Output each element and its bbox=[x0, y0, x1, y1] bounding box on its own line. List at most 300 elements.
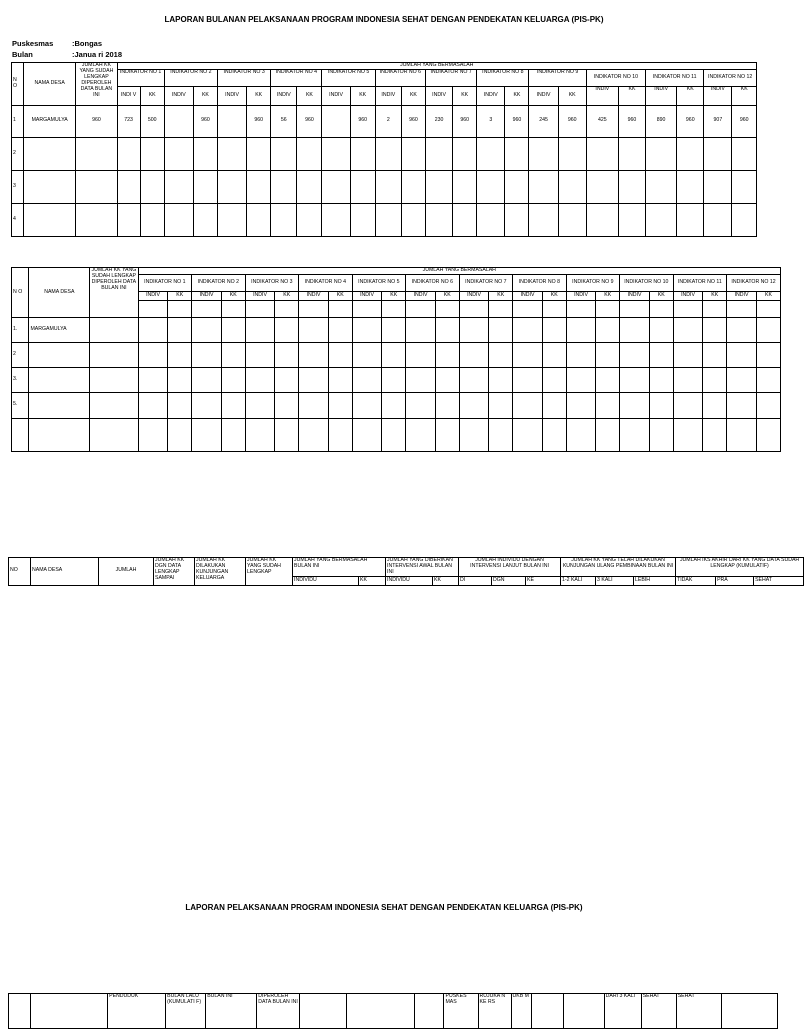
row-value bbox=[435, 418, 459, 451]
header-cell: BULAN LALU (KUMULATI F) bbox=[166, 994, 206, 1029]
indikator-header: INDIKATOR NO 1 bbox=[138, 274, 192, 291]
table-row bbox=[12, 342, 781, 367]
row-value bbox=[217, 203, 246, 236]
table-row bbox=[12, 137, 757, 170]
row-value bbox=[596, 418, 620, 451]
col-bermasalah-header: JUMLAH YANG BERMASALAH BULAN INI bbox=[293, 558, 386, 577]
row-value bbox=[352, 317, 382, 342]
row-value bbox=[529, 203, 558, 236]
row-value bbox=[245, 317, 275, 342]
empty-cell bbox=[756, 300, 780, 317]
row-value bbox=[459, 342, 489, 367]
row-jumlah-kk bbox=[76, 170, 117, 203]
row-value bbox=[352, 367, 382, 392]
indicator-table-2 bbox=[11, 267, 781, 452]
header-cell: BULAN INI bbox=[206, 994, 257, 1029]
row-value bbox=[646, 137, 677, 170]
jumlah-bermasalah-header: JUMLAH YANG BERMASALAH bbox=[138, 268, 780, 275]
row-value bbox=[217, 105, 246, 137]
sub-header: INDIVIDU bbox=[293, 576, 359, 585]
row-value bbox=[168, 392, 192, 418]
row-value bbox=[245, 392, 275, 418]
sub-header: 3 KALI bbox=[596, 576, 634, 585]
empty-cell bbox=[168, 300, 192, 317]
header-cell: DIPEROLEH DATA BULAN INI bbox=[257, 994, 300, 1029]
col-no-header: N O bbox=[12, 63, 24, 106]
row-value bbox=[164, 137, 193, 170]
row-value bbox=[756, 342, 780, 367]
row-value bbox=[245, 418, 275, 451]
indikator-row bbox=[12, 69, 757, 86]
col-kk-data-lengkap-header: JUMLAH KK DGN DATA LENGKAP SAMPAI bbox=[154, 558, 195, 586]
row-desa bbox=[29, 367, 90, 392]
row-value bbox=[401, 203, 425, 236]
row-value: 960 bbox=[401, 105, 425, 137]
sub-indiv-header: INDIV bbox=[164, 86, 193, 105]
table-row bbox=[12, 392, 781, 418]
row-value bbox=[673, 342, 703, 367]
col-kk-sudah-lengkap-header: JUMLAH KK YANG SUDAH LENGKAP bbox=[246, 558, 293, 586]
indikator-header: INDIKATOR NO 8 bbox=[477, 69, 529, 86]
row-value bbox=[221, 342, 245, 367]
col-no-header: N O bbox=[12, 268, 29, 318]
row-value bbox=[703, 392, 727, 418]
row-value bbox=[646, 170, 677, 203]
row-value bbox=[756, 418, 780, 451]
empty-cell bbox=[649, 300, 673, 317]
row-value bbox=[646, 203, 677, 236]
row-value bbox=[489, 367, 513, 392]
row-value bbox=[596, 342, 620, 367]
empty-cell bbox=[596, 300, 620, 317]
sub-kk-header: KK bbox=[756, 291, 780, 300]
row-value bbox=[649, 317, 673, 342]
col-desa-header: NAMA DESA bbox=[31, 558, 99, 586]
row-value bbox=[459, 367, 489, 392]
row-value bbox=[673, 367, 703, 392]
row-desa bbox=[29, 392, 90, 418]
row-value: 960 bbox=[505, 105, 529, 137]
row-value bbox=[382, 367, 406, 392]
row-value: 3 bbox=[477, 105, 505, 137]
row-value bbox=[192, 418, 222, 451]
row-value bbox=[453, 137, 477, 170]
row-no: 1. bbox=[12, 317, 29, 342]
row-value bbox=[459, 392, 489, 418]
col-kunjungan-ulang-header: JUMLAH KK YANG TELAH DILAKUKAN KUNJUNGAN ULANG PEMBINAAN BULAN INI bbox=[561, 558, 676, 577]
row-value bbox=[620, 367, 650, 392]
row-value bbox=[505, 170, 529, 203]
row-value bbox=[513, 392, 543, 418]
row-value bbox=[566, 342, 596, 367]
sub-header: INDIVIDU bbox=[386, 576, 433, 585]
col-kk-kunjungan-header: JUMLAH KK DILAKUKAN KUNJUNGAN KELUARGA bbox=[195, 558, 246, 586]
row-value bbox=[425, 137, 452, 170]
row-value bbox=[193, 137, 217, 170]
header-cell: SEHAT bbox=[676, 994, 721, 1029]
row-value bbox=[513, 342, 543, 367]
row-value bbox=[453, 203, 477, 236]
sub-kk-header: KK bbox=[401, 86, 425, 105]
row-value bbox=[435, 317, 459, 342]
row-value bbox=[117, 170, 140, 203]
row-value bbox=[566, 317, 596, 342]
row-no: 3 bbox=[12, 170, 24, 203]
sub-kk-header: KK bbox=[168, 291, 192, 300]
row-value bbox=[352, 418, 382, 451]
row-value bbox=[247, 203, 271, 236]
indikator-header: INDIKATOR NO 10 bbox=[620, 274, 674, 291]
row-value bbox=[299, 418, 329, 451]
indikator-header: INDIKATOR NO 9 bbox=[529, 69, 586, 86]
header-cell: PENDUDUK bbox=[108, 994, 166, 1029]
row-value bbox=[620, 392, 650, 418]
empty-cell bbox=[382, 300, 406, 317]
sub-kk-header: KK bbox=[221, 291, 245, 300]
monthly-report-table bbox=[11, 62, 757, 237]
row-value bbox=[677, 203, 704, 236]
sub-header: 1-2 KALI bbox=[561, 576, 596, 585]
row-value bbox=[322, 170, 350, 203]
row-value bbox=[138, 367, 168, 392]
empty-cell bbox=[275, 300, 299, 317]
row-value bbox=[704, 137, 732, 170]
bulan-label: Bulan bbox=[12, 50, 33, 59]
third-table-wrapper bbox=[0, 556, 800, 596]
row-value bbox=[566, 392, 596, 418]
family-visit-summary-table bbox=[8, 557, 804, 586]
sub-indiv-header: INDIV bbox=[138, 291, 168, 300]
row-value: 960 bbox=[247, 105, 271, 137]
second-table-wrapper bbox=[0, 266, 776, 448]
sub-header: TIDAK bbox=[676, 576, 716, 585]
row-value bbox=[401, 137, 425, 170]
indikator-header: INDIKATOR NO 12 bbox=[727, 274, 781, 291]
row-value bbox=[352, 392, 382, 418]
row-value bbox=[164, 170, 193, 203]
empty-cell bbox=[192, 300, 222, 317]
row-value bbox=[406, 418, 436, 451]
sub-indiv-header: INDIV bbox=[646, 86, 677, 105]
row-value bbox=[732, 170, 757, 203]
sub-kk-header: KK bbox=[297, 86, 322, 105]
empty-cell bbox=[415, 994, 444, 1029]
row-value bbox=[459, 317, 489, 342]
sub-kk-header: KK bbox=[703, 291, 727, 300]
row-no bbox=[12, 418, 29, 451]
indikator-header: INDIKATOR NO 11 bbox=[646, 69, 704, 86]
empty-cell bbox=[620, 300, 650, 317]
empty-cell bbox=[721, 994, 777, 1029]
row-value bbox=[566, 418, 596, 451]
row-jumlah-kk bbox=[90, 367, 138, 392]
row-value bbox=[406, 317, 436, 342]
sub-header: KK bbox=[433, 576, 459, 585]
row-value bbox=[271, 203, 297, 236]
sub-indiv-header: INDIV bbox=[566, 291, 596, 300]
col-jumlah-kk-header: JUMLAH KK YANG SUDAH LENGKAP DIPEROLEH DATA BULAN INI bbox=[76, 63, 117, 106]
row-value bbox=[649, 367, 673, 392]
row-value: 960 bbox=[193, 105, 217, 137]
row-value bbox=[529, 137, 558, 170]
sub-indiv-header: INDIV bbox=[322, 86, 350, 105]
row-value bbox=[649, 418, 673, 451]
header-cell: UKB M bbox=[511, 994, 531, 1029]
sub-kk-header: KK bbox=[350, 86, 375, 105]
row-value bbox=[727, 392, 757, 418]
row-value bbox=[275, 392, 299, 418]
row-value bbox=[297, 137, 322, 170]
sub-kk-header: KK bbox=[596, 291, 620, 300]
row-no: 3. bbox=[12, 367, 29, 392]
row-value bbox=[618, 203, 645, 236]
empty-cell bbox=[138, 300, 168, 317]
row-jumlah-kk bbox=[90, 342, 138, 367]
header-cell: SEHAT bbox=[641, 994, 676, 1029]
row-value bbox=[704, 170, 732, 203]
sub-indiv-header: INDIV bbox=[586, 86, 618, 105]
sub-indiv-header: INDIV bbox=[513, 291, 543, 300]
sub-kk-header: KK bbox=[435, 291, 459, 300]
sub-kk-header: KK bbox=[558, 86, 586, 105]
row-value bbox=[513, 317, 543, 342]
indikator-header: INDIKATOR NO 6 bbox=[406, 274, 460, 291]
row-desa bbox=[29, 342, 90, 367]
row-value bbox=[727, 418, 757, 451]
row-value bbox=[247, 137, 271, 170]
row-value bbox=[192, 367, 222, 392]
row-value bbox=[529, 170, 558, 203]
row-desa bbox=[24, 137, 76, 170]
row-value: 960 bbox=[558, 105, 586, 137]
row-value bbox=[247, 170, 271, 203]
row-value bbox=[489, 317, 513, 342]
row-desa bbox=[29, 418, 90, 451]
row-value bbox=[673, 392, 703, 418]
row-value bbox=[596, 367, 620, 392]
row-value bbox=[375, 170, 401, 203]
row-value: 960 bbox=[732, 105, 757, 137]
sub-header: PRA bbox=[716, 576, 754, 585]
row-value bbox=[328, 342, 352, 367]
sub-kk-header: KK bbox=[732, 86, 757, 105]
row-value: 960 bbox=[618, 105, 645, 137]
col-no-header: NO bbox=[9, 558, 31, 586]
sub-kk-header: KK bbox=[140, 86, 164, 105]
row-jumlah-kk bbox=[76, 203, 117, 236]
row-value bbox=[704, 203, 732, 236]
empty-cell bbox=[566, 300, 596, 317]
row-value bbox=[477, 137, 505, 170]
indikator-header: INDIKATOR NO 5 bbox=[322, 69, 375, 86]
row-value bbox=[192, 317, 222, 342]
table-row bbox=[12, 203, 757, 236]
sub-header: DI bbox=[459, 576, 492, 585]
sub-indiv-header: INDIV bbox=[406, 291, 436, 300]
row-value bbox=[558, 170, 586, 203]
empty-cell bbox=[245, 300, 275, 317]
col-intervensi-header: JUMLAH YANG DIBERIKAN INTERVENSI AWAL BULAN INI bbox=[386, 558, 459, 577]
row-value bbox=[477, 203, 505, 236]
sub-indiv-header: INDIV bbox=[217, 86, 246, 105]
row-value bbox=[193, 203, 217, 236]
row-value bbox=[192, 342, 222, 367]
row-value bbox=[275, 342, 299, 367]
indikator-header: INDIKATOR NO 12 bbox=[704, 69, 757, 86]
row-value bbox=[168, 418, 192, 451]
row-value bbox=[435, 392, 459, 418]
row-no: 2 bbox=[12, 342, 29, 367]
sub-indiv-header: INDIV bbox=[620, 291, 650, 300]
empty-cell bbox=[435, 300, 459, 317]
sub-header: KE bbox=[526, 576, 561, 585]
row-value bbox=[138, 317, 168, 342]
sub-header: DGN bbox=[492, 576, 526, 585]
empty-cell bbox=[221, 300, 245, 317]
sub-indiv-header: INDIV bbox=[192, 291, 222, 300]
row-value: 890 bbox=[646, 105, 677, 137]
empty-cell bbox=[328, 300, 352, 317]
row-value bbox=[542, 342, 566, 367]
row-value bbox=[558, 137, 586, 170]
row-value bbox=[382, 317, 406, 342]
empty-cell bbox=[513, 300, 543, 317]
row-value bbox=[677, 170, 704, 203]
row-value bbox=[620, 342, 650, 367]
row-value bbox=[618, 170, 645, 203]
indikator-header: INDIKATOR NO 7 bbox=[459, 274, 513, 291]
row-value bbox=[168, 317, 192, 342]
row-value: 500 bbox=[140, 105, 164, 137]
row-value bbox=[542, 392, 566, 418]
indikator-header: INDIKATOR NO 6 bbox=[375, 69, 425, 86]
row-value bbox=[275, 367, 299, 392]
row-value bbox=[217, 137, 246, 170]
row-value bbox=[299, 342, 329, 367]
row-value bbox=[505, 137, 529, 170]
table-row bbox=[12, 170, 757, 203]
row-value bbox=[558, 203, 586, 236]
sub-indiv-header: INDIV bbox=[704, 86, 732, 105]
sub-kk-header: KK bbox=[193, 86, 217, 105]
header-cell: RUJUKA N KE RS bbox=[478, 994, 511, 1029]
row-jumlah-kk: 960 bbox=[76, 105, 117, 137]
row-value bbox=[618, 137, 645, 170]
row-value bbox=[221, 367, 245, 392]
sub-kk-header: KK bbox=[542, 291, 566, 300]
row-value bbox=[192, 392, 222, 418]
sub-header: SEHAT bbox=[754, 576, 804, 585]
row-value bbox=[620, 418, 650, 451]
col-jumlah-header: JUMLAH bbox=[99, 558, 154, 586]
row-value bbox=[275, 418, 299, 451]
table-row bbox=[12, 367, 781, 392]
row-value bbox=[406, 342, 436, 367]
row-value bbox=[328, 392, 352, 418]
row-value bbox=[727, 342, 757, 367]
row-value bbox=[328, 418, 352, 451]
puskesmas-value: :Bongas bbox=[72, 39, 102, 48]
row-value bbox=[649, 392, 673, 418]
row-value bbox=[350, 170, 375, 203]
indikator-header: INDIKATOR NO 5 bbox=[352, 274, 406, 291]
row-value bbox=[299, 392, 329, 418]
row-value bbox=[275, 317, 299, 342]
puskesmas-label: Puskesmas bbox=[12, 39, 54, 48]
row-value bbox=[596, 317, 620, 342]
row-value bbox=[138, 418, 168, 451]
header-row bbox=[9, 558, 804, 577]
report-title: LAPORAN BULANAN PELAKSANAAN PROGRAM INDONESIA SEHAT DENGAN PENDEKATAN KELUARGA (PIS-PK) bbox=[164, 15, 604, 24]
empty-cell bbox=[563, 994, 604, 1029]
row-value bbox=[620, 317, 650, 342]
bulan-value: :Janua ri 2018 bbox=[72, 50, 123, 59]
row-value bbox=[542, 367, 566, 392]
row-no: 5. bbox=[12, 392, 29, 418]
row-value bbox=[322, 105, 350, 137]
row-value: 56 bbox=[271, 105, 297, 137]
row-value bbox=[727, 367, 757, 392]
row-value: 230 bbox=[425, 105, 452, 137]
row-value bbox=[328, 367, 352, 392]
row-value bbox=[673, 418, 703, 451]
sub-indiv-header: INDIV bbox=[271, 86, 297, 105]
empty-cell bbox=[300, 994, 347, 1029]
table-row bbox=[12, 418, 781, 451]
row-value bbox=[756, 392, 780, 418]
row-value bbox=[566, 367, 596, 392]
jumlah-bermasalah-header: JUMLAH YANG BERMASALAH bbox=[117, 63, 756, 70]
sub-kk-header: KK bbox=[505, 86, 529, 105]
empty-cell bbox=[347, 994, 415, 1029]
row-value bbox=[489, 342, 513, 367]
indikator-header: INDIKATOR NO 3 bbox=[217, 69, 270, 86]
row-value: 960 bbox=[350, 105, 375, 137]
col-desa-header: NAMA DESA bbox=[24, 63, 76, 106]
row-value bbox=[138, 392, 168, 418]
empty-cell bbox=[299, 300, 329, 317]
empty-cell bbox=[531, 994, 563, 1029]
empty-cell bbox=[9, 994, 31, 1029]
row-value bbox=[406, 392, 436, 418]
row-value bbox=[505, 203, 529, 236]
row-value bbox=[375, 203, 401, 236]
row-value bbox=[673, 317, 703, 342]
row-value bbox=[271, 170, 297, 203]
sub-kk-header: KK bbox=[489, 291, 513, 300]
row-value bbox=[453, 170, 477, 203]
header-row bbox=[12, 268, 781, 275]
row-value bbox=[513, 367, 543, 392]
row-value bbox=[322, 137, 350, 170]
row-value bbox=[299, 367, 329, 392]
indikator-header: INDIKATOR NO 7 bbox=[425, 69, 476, 86]
indikator-header: INDIKATOR NO 1 bbox=[117, 69, 164, 86]
row-value bbox=[703, 317, 727, 342]
indikator-header: INDIKATOR NO 3 bbox=[245, 274, 299, 291]
row-value bbox=[586, 203, 618, 236]
row-value: 425 bbox=[586, 105, 618, 137]
indikator-header: INDIKATOR NO 9 bbox=[566, 274, 620, 291]
col-intervensi-lanjut-header: JUMLAH INDIVIDU DENGAN INTERVENSI LANJUT BULAN INI bbox=[459, 558, 561, 577]
row-value bbox=[138, 342, 168, 367]
row-value bbox=[435, 342, 459, 367]
row-value bbox=[732, 203, 757, 236]
row-value bbox=[727, 317, 757, 342]
row-jumlah-kk bbox=[90, 392, 138, 418]
sub-header: LEBIH bbox=[634, 576, 676, 585]
row-value bbox=[299, 317, 329, 342]
